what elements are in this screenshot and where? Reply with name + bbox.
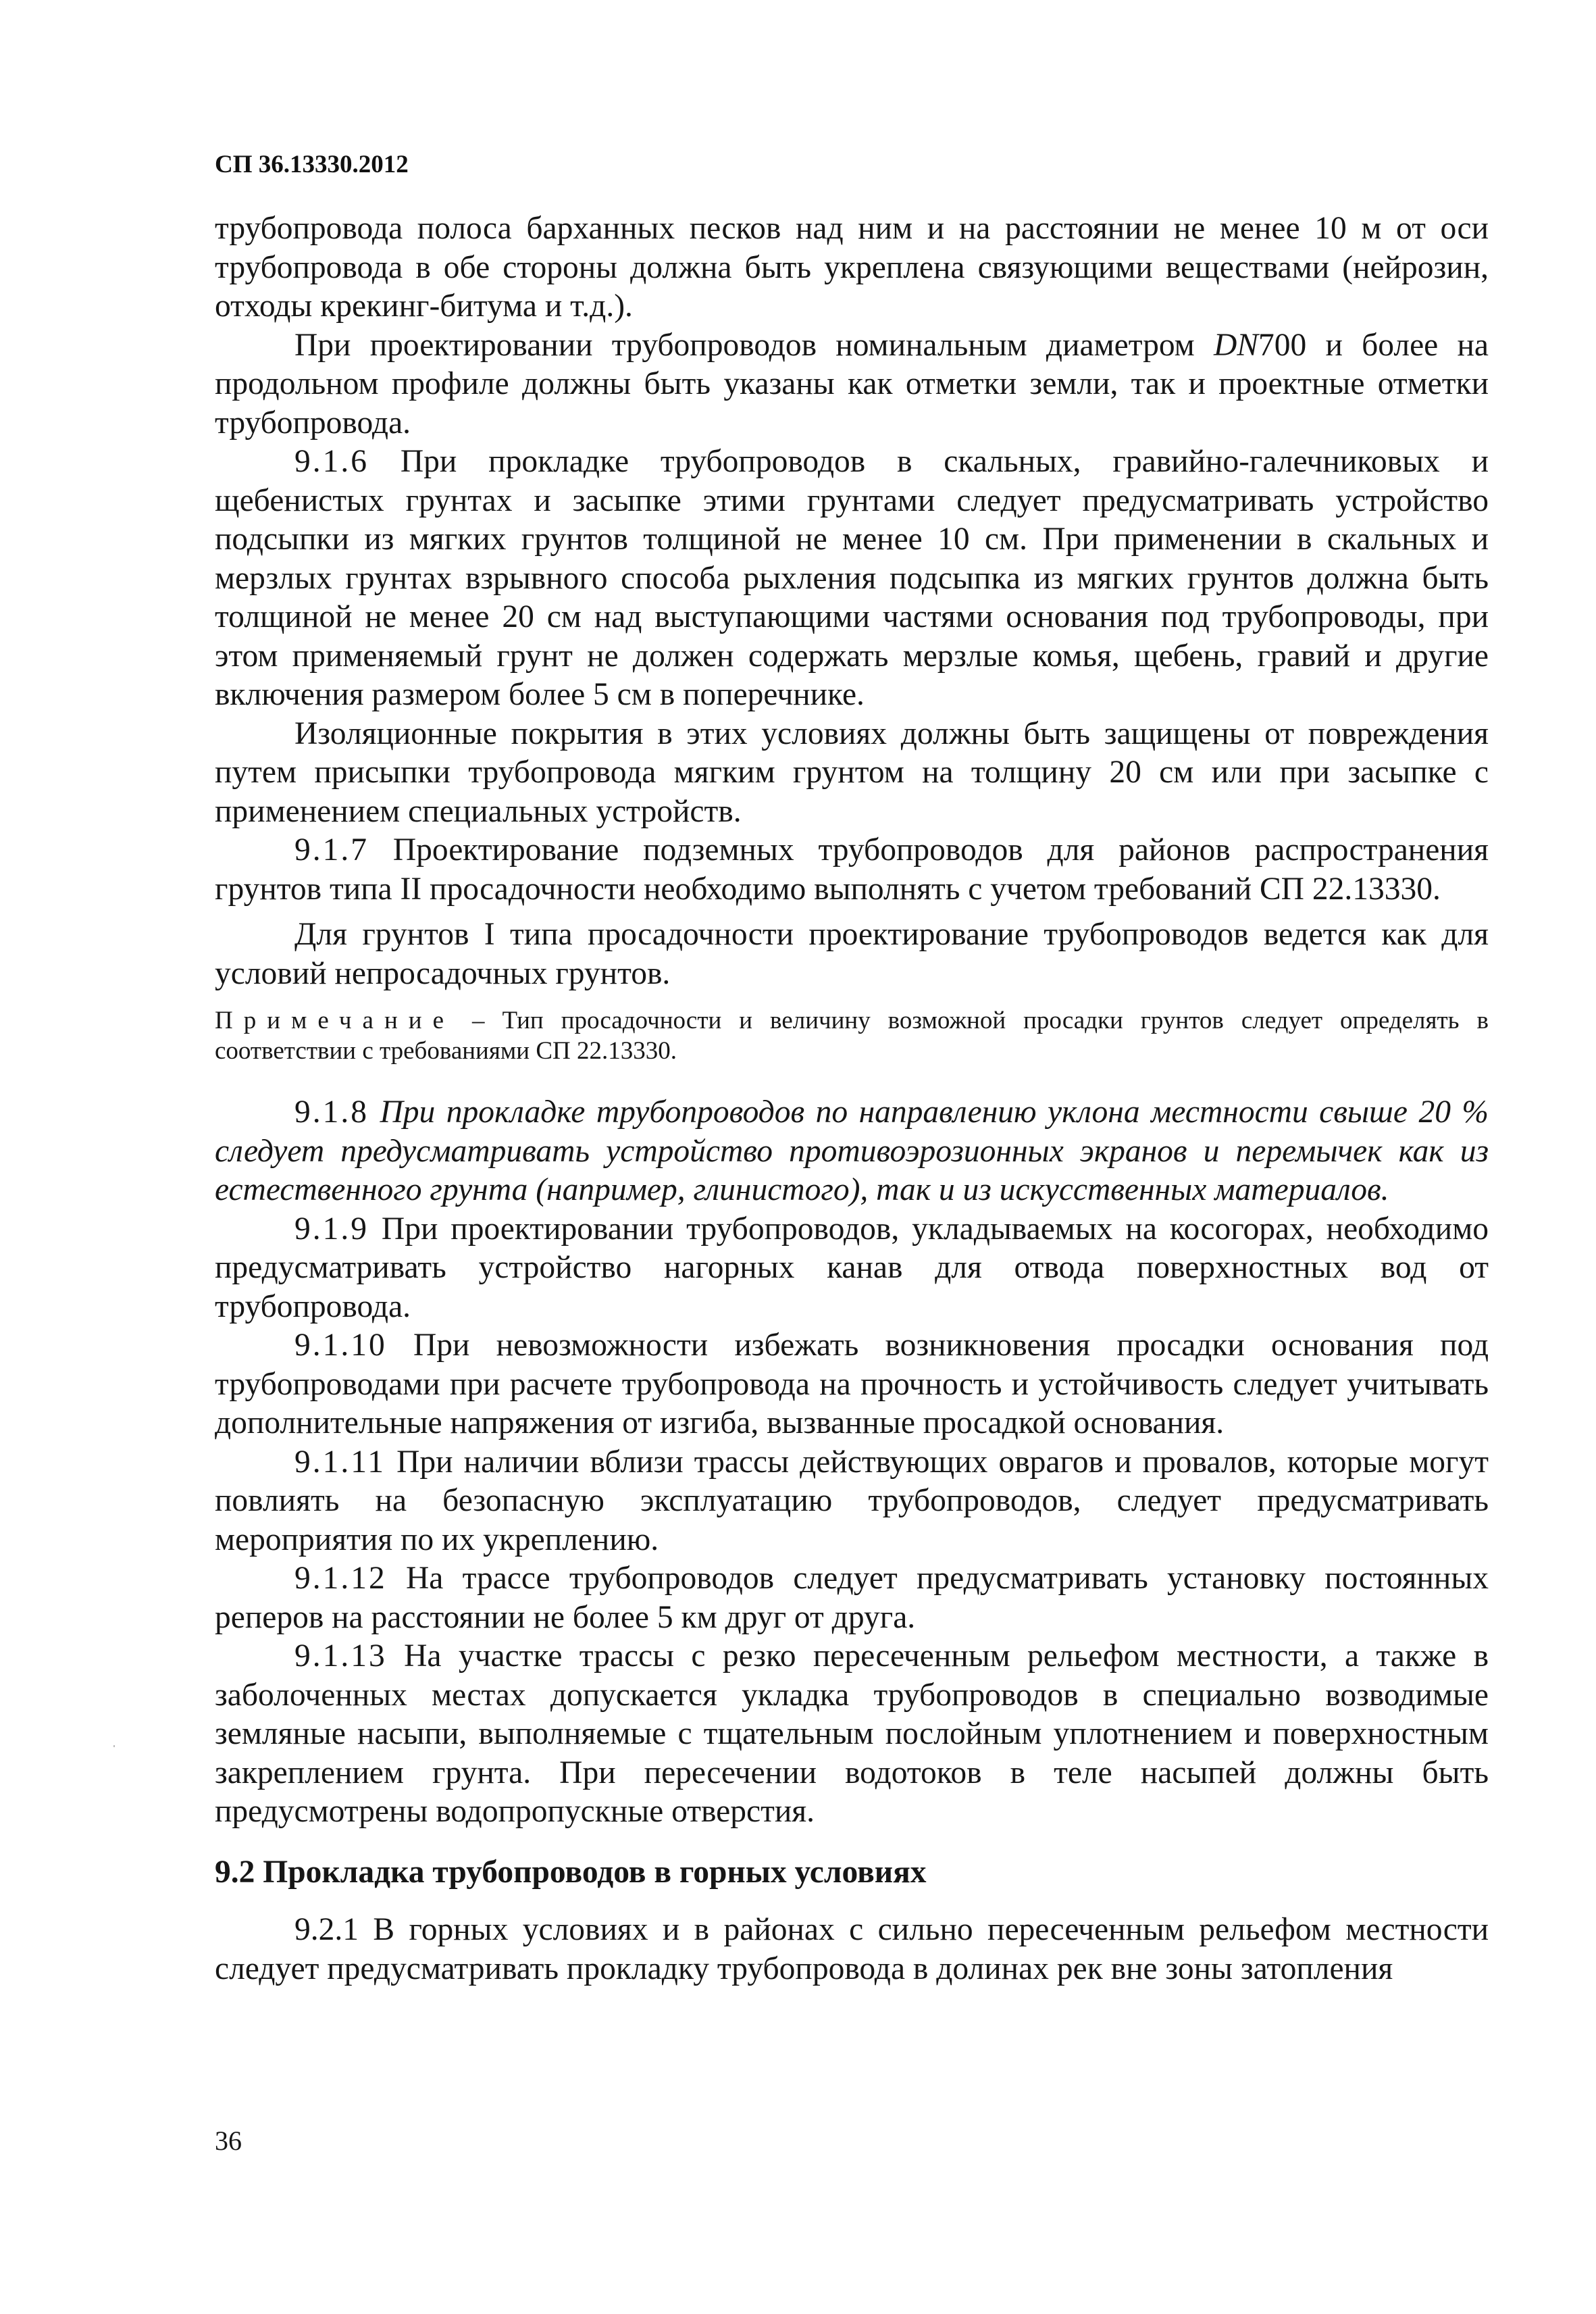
clause-number: 9.1.6: [294, 444, 369, 479]
document-code-header: СП 36.13330.2012: [215, 151, 409, 178]
paragraph-dn-700-end: 700 и более на продольном профиле должны быть указаны как отметки земли, так и проектные отметки трубопровода.: [215, 327, 1489, 441]
clause-number: 9.2.1: [294, 1912, 359, 1947]
clause-text: При наличии вблизи трассы действующих оврагов и провалов, которые могут повлиять на безопасную эксплуатацию трубопроводов, следует предусматривать мероприятия по их укреплению.: [215, 1444, 1489, 1557]
clause-number: 9.1.13: [294, 1638, 387, 1674]
scan-mark: [113, 1745, 115, 1747]
note-label: Примечание: [215, 1007, 455, 1034]
clause-number: 9.1.11: [294, 1444, 386, 1480]
clause-9-1-7: [215, 831, 1489, 909]
clause-9-1-9: [215, 1210, 1489, 1327]
clause-number: 9.1.7: [294, 832, 369, 867]
clause-9-1-13: [215, 1637, 1489, 1832]
clause-number: 9.1.12: [294, 1561, 387, 1596]
clause-9-2-1: [215, 1911, 1489, 1988]
clause-text: При проектировании трубопроводов, укладываемых на косогорах, необходимо предусматривать устройство нагорных канав для отвода поверхностных вод от трубопровода.: [215, 1211, 1489, 1324]
clause-text: При прокладке трубопроводов по направлению уклона местности свыше 20 % следует предусматривать устройство противоэрозионных экранов и перемычек как из естественного грунта (например, глинистого), так и из искусственных материалов.: [215, 1095, 1489, 1207]
clause-text: При невозможности избежать возникновения просадки основания под трубопроводами при расчете трубопровода на прочность и устойчивость следует учитывать дополнительные напряжения от изгиба, вызванные просадкой основания.: [215, 1328, 1489, 1440]
note-text: – Тип просадочности и величину возможной просадки грунтов следует определять в соответствии с требованиями СП 22.13330.: [215, 1007, 1489, 1065]
note: [215, 1005, 1489, 1066]
paragraph-insulation: Изоляционные покрытия в этих условиях должны быть защищены от повреждения путем присыпки трубопровода мягким грунтом на толщину 20 см или при засыпке с применением специальных устройств.: [215, 715, 1489, 829]
clause-number: 9.1.9: [294, 1211, 369, 1247]
clause-text: В горных условиях и в районах с сильно пересеченным рельефом местности следует предусматривать прокладку трубопровода в долинах рек вне зоны затопления: [215, 1912, 1489, 1986]
section-heading: 9.2 Прокладка трубопроводов в горных условиях: [215, 1854, 927, 1890]
dn-symbol: DN: [1213, 327, 1258, 363]
clause-9-1-6: [215, 443, 1489, 715]
page-number: 36: [215, 2126, 242, 2156]
clause-9-1-12: [215, 1559, 1489, 1637]
clause-9-1-11: [215, 1443, 1489, 1560]
paragraph-dn-700-start: При проектировании трубопроводов номинальным диаметром: [294, 327, 1195, 363]
paragraph-dn-700: [215, 326, 1489, 443]
paragraph-type-1-soils: Для грунтов I типа просадочности проектирование трубопроводов ведется как для условий непросадочных грунтов.: [215, 917, 1489, 991]
clause-text: При прокладке трубопроводов в скальных, гравийно-галечниковых и щебенистых грунтах и засыпке этими грунтами следует предусматривать устройство подсыпки из мягких грунтов толщиной не менее 10 см. При применении в скальных и мерзлых грунтах взрывного способа рыхления подсыпка из мягких грунтов должна быть толщиной не менее 20 см над выступающими частями основания под трубопроводы, при этом применяемый грунт не должен содержать мерзлые комья, щебень, гравий и другие включения размером более 5 см в поперечнике.: [215, 444, 1489, 712]
clause-number: 9.1.10: [294, 1328, 387, 1363]
clause-9-1-10: [215, 1326, 1489, 1443]
clause-text: На участке трассы с резко пересеченным рельефом местности, а также в заболоченных местах допускается укладка трубопроводов в специально возводимые земляные насыпи, выполняемые с тщательным послойным уплотнением и поверхностным закреплением грунта. При пересечении водотоков в теле насыпей должны быть предусмотрены водопропускные отверстия.: [215, 1638, 1489, 1829]
clause-text: На трассе трубопроводов следует предусматривать установку постоянных реперов на расстоянии не более 5 км друг от друга.: [215, 1561, 1489, 1635]
clause-text: Проектирование подземных трубопроводов для районов распространения грунтов типа II просадочности необходимо выполнять с учетом требований СП 22.13330.: [215, 832, 1489, 907]
clause-number: 9.1.8: [294, 1095, 369, 1130]
clause-9-1-8: [215, 1093, 1489, 1210]
document-body: [215, 209, 1489, 1988]
paragraph-continuation: трубопровода полоса барханных песков над ним и на расстоянии не менее 10 м от оси трубопровода в обе стороны должна быть укреплена связующими веществами (нейрозин, отходы крекинг-битума и т.д.).: [215, 211, 1489, 324]
